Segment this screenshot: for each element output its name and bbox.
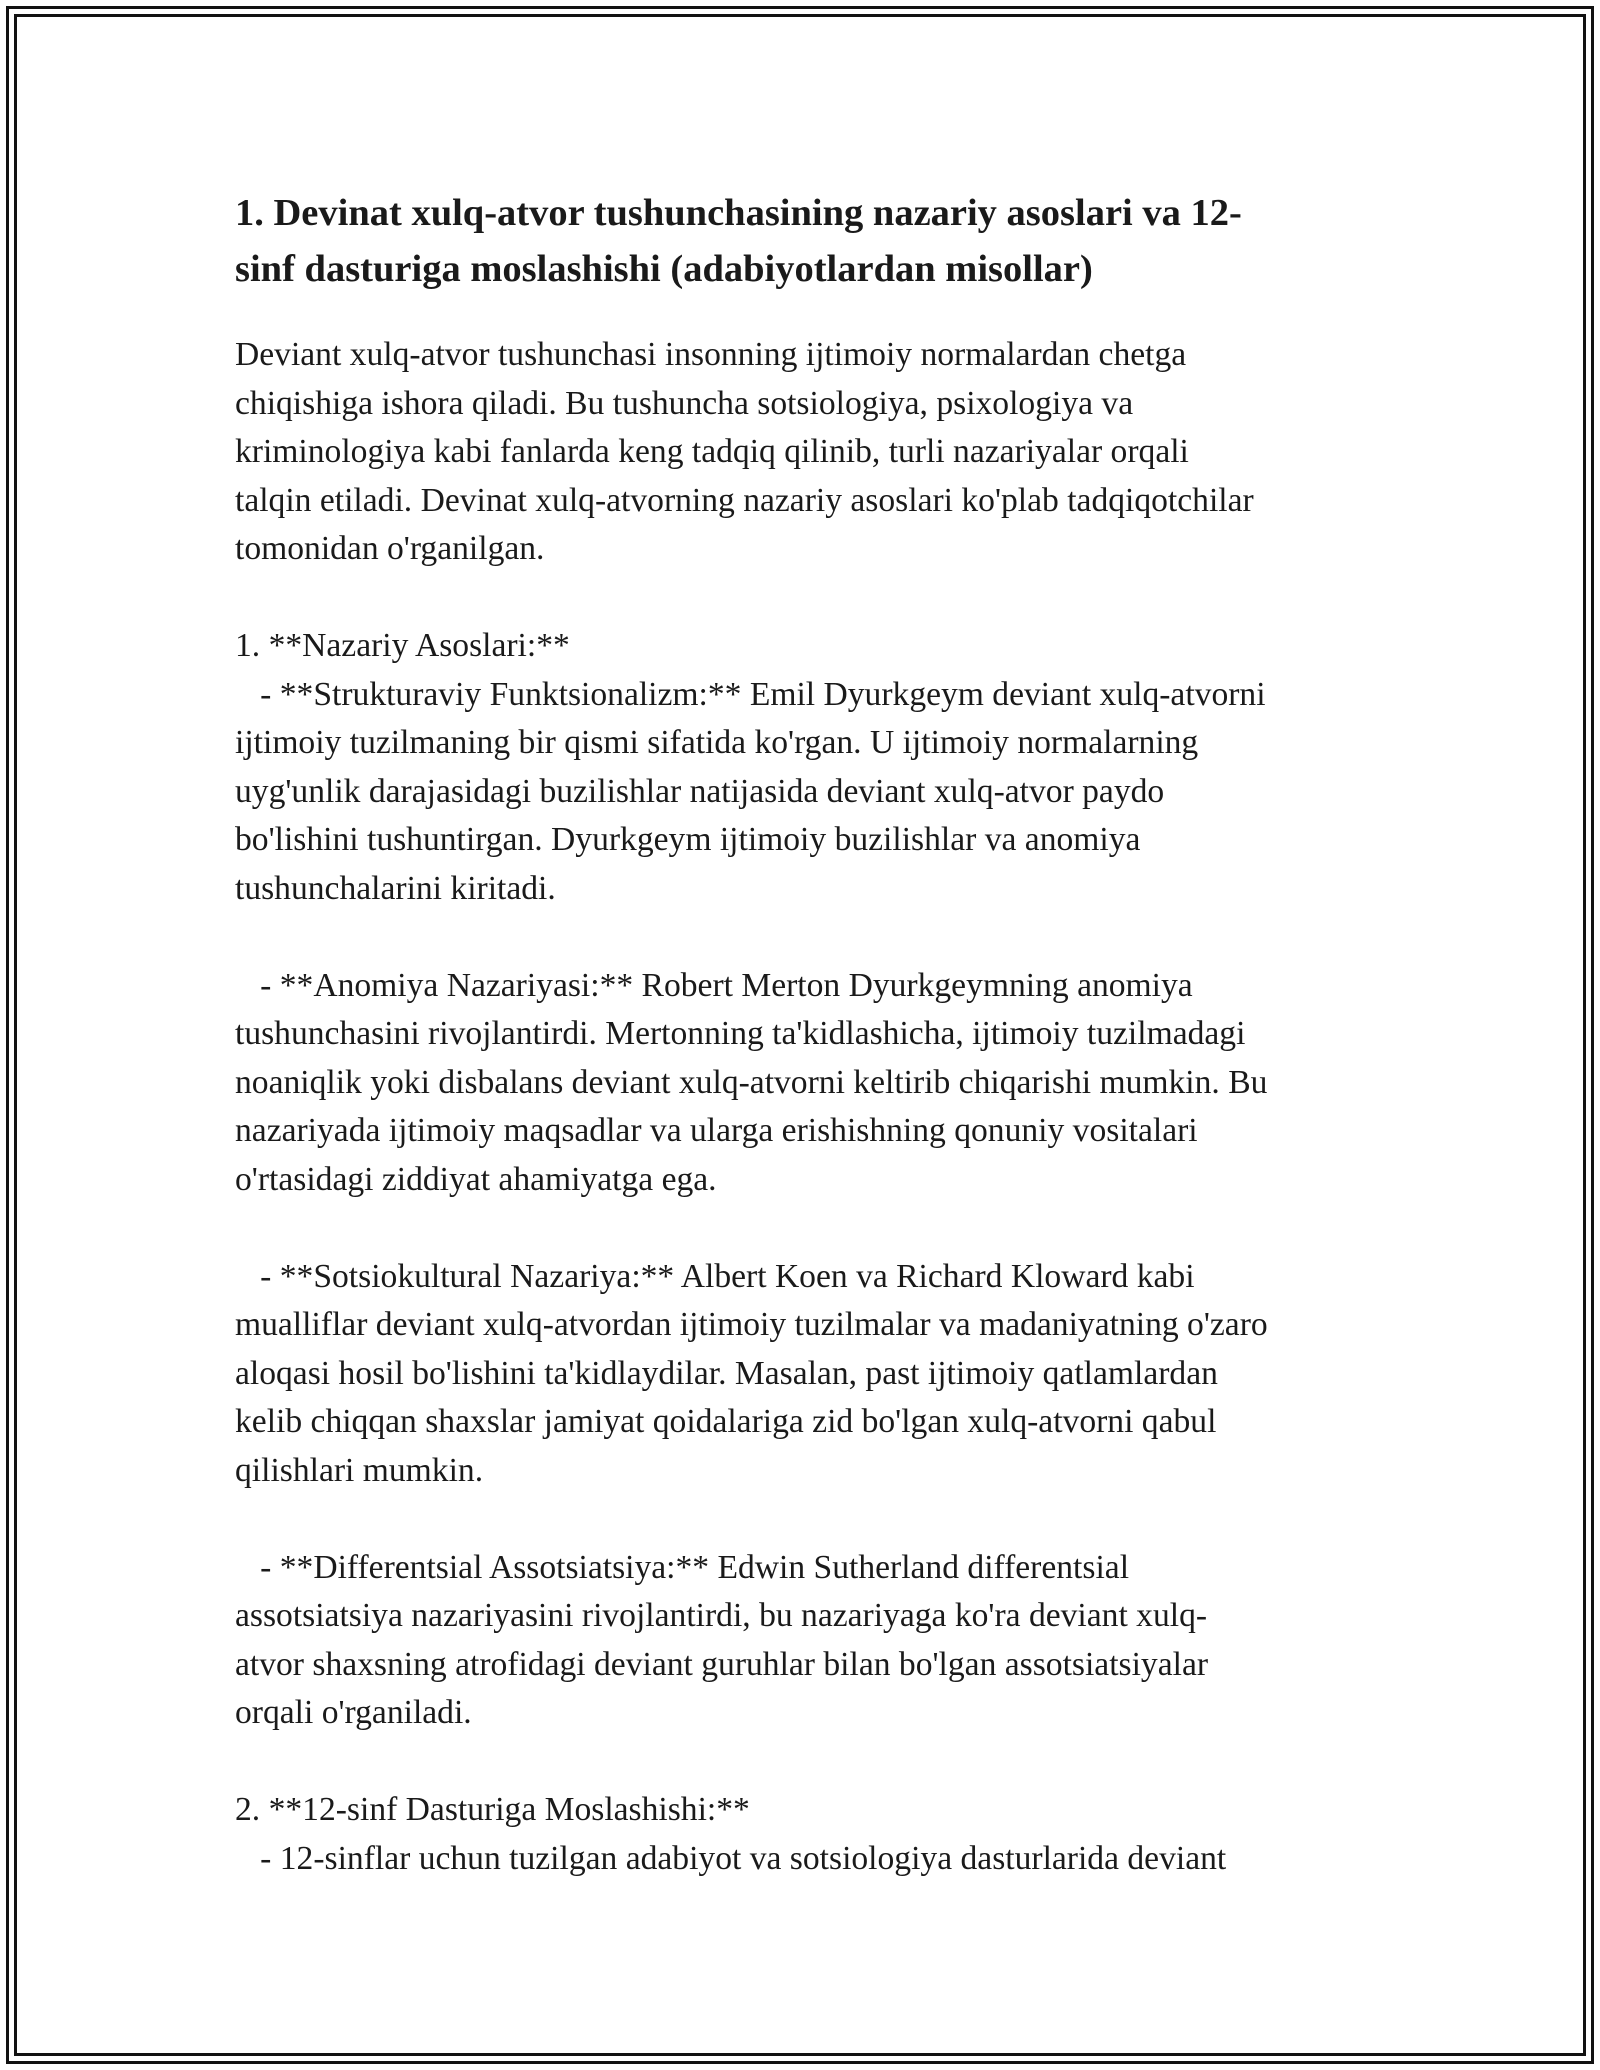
heading-line: 1. Devinat xulq-atvor tushunchasining nazariy asoslari va 12- (235, 192, 1242, 234)
paragraph-line: ijtimoiy tuzilmaning bir qismi sifatida ko'rgan. U ijtimoiy normalarning (235, 724, 1199, 761)
paragraph-line: bo'lishini tushuntirgan. Dyurkgeym ijtimoiy buzilishlar va anomiya (235, 821, 1141, 858)
structural-functionalism-paragraph (235, 622, 1370, 913)
paragraph-line: kriminologiya kabi fanlarda keng tadqiq qilinib, turli nazariyalar orqali (235, 433, 1189, 470)
curriculum-adaptation-paragraph (235, 1786, 1370, 1883)
paragraph-line: qilishlari mumkin. (235, 1451, 484, 1489)
paragraph-gap (235, 1204, 1370, 1253)
paragraph-line: - **Anomiya Nazariyasi:** Robert Merton Dyurkgeymning anomiya (235, 966, 1193, 1004)
paragraph-line: o'rtasidagi ziddiyat ahamiyatga ega. (235, 1160, 717, 1198)
paragraph-line: chiqishiga ishora qiladi. Bu tushuncha sotsiologiya, psixologiya va (235, 384, 1134, 422)
heading-line: sinf dasturiga moslashishi (adabiyotlardan misollar) (235, 248, 1093, 290)
paragraph-line: - **Strukturaviy Funktsionalizm:** Emil Dyurkgeym deviant xulq-atvorni (235, 675, 1266, 713)
paragraph-gap (235, 574, 1370, 623)
paragraph-line: - **Sotsiokultural Nazariya:** Albert Koen va Richard Kloward kabi (235, 1257, 1195, 1295)
paragraph-line: tushunchalarini kiritadi. (235, 869, 556, 907)
document-heading (235, 185, 1370, 297)
sociocultural-theory-paragraph (235, 1253, 1370, 1496)
anomie-theory-paragraph (235, 962, 1370, 1205)
paragraph-line: orqali o'rganiladi. (235, 1694, 472, 1731)
paragraph-line: 1. **Nazariy Asoslari:** (235, 627, 570, 664)
paragraph-line: kelib chiqqan shaxslar jamiyat qoidalariga zid bo'lgan xulq-atvorni qabul (235, 1403, 1217, 1440)
paragraph-line: noaniqlik yoki disbalans deviant xulq-atvorni keltirib chiqarishi mumkin. Bu (235, 1063, 1268, 1101)
paragraph-line: talqin etiladi. Devinat xulq-atvorning nazariy asoslari ko'plab tadqiqotchilar (235, 481, 1254, 519)
paragraph-line: mualliflar deviant xulq-atvordan ijtimoiy tuzilmalar va madaniyatning o'zaro (235, 1306, 1268, 1343)
paragraph-line: uyg'unlik darajasidagi buzilishlar natijasida deviant xulq-atvor paydo (235, 772, 1165, 810)
paragraph-gap (235, 913, 1370, 962)
paragraph-line: aloqasi hosil bo'lishini ta'kidlaydilar. Masalan, past ijtimoiy qatlamlardan (235, 1354, 1218, 1392)
document-body (235, 185, 1370, 1883)
paragraph-line: tomonidan o'rganilgan. (235, 530, 545, 567)
paragraph-line: nazariyada ijtimoiy maqsadlar va ularga erishishning qonuniy vositalari (235, 1112, 1198, 1149)
paragraph-line: - **Differentsial Assotsiatsiya:** Edwin Sutherland differentsial (235, 1548, 1130, 1586)
paragraph-gap (235, 1738, 1370, 1787)
paragraph-line: assotsiatsiya nazariyasini rivojlantirdi, bu nazariyaga ko'ra deviant xulq- (235, 1597, 1208, 1634)
paragraph-line: 2. **12-sinf Dasturiga Moslashishi:** (235, 1791, 750, 1828)
paragraph-line: Deviant xulq-atvor tushunchasi insonning ijtimoiy normalardan chetga (235, 336, 1187, 373)
paragraph-line: - 12-sinflar uchun tuzilgan adabiyot va sotsiologiya dasturlarida deviant (235, 1839, 1227, 1877)
differential-association-paragraph (235, 1544, 1370, 1738)
paragraph-line: tushunchasini rivojlantirdi. Mertonning ta'kidlashicha, ijtimoiy tuzilmadagi (235, 1015, 1246, 1052)
paragraph-gap (235, 1495, 1370, 1544)
paragraph-line: atvor shaxsning atrofidagi deviant guruhlar bilan bo'lgan assotsiatsiyalar (235, 1645, 1209, 1683)
intro-paragraph (235, 331, 1370, 574)
